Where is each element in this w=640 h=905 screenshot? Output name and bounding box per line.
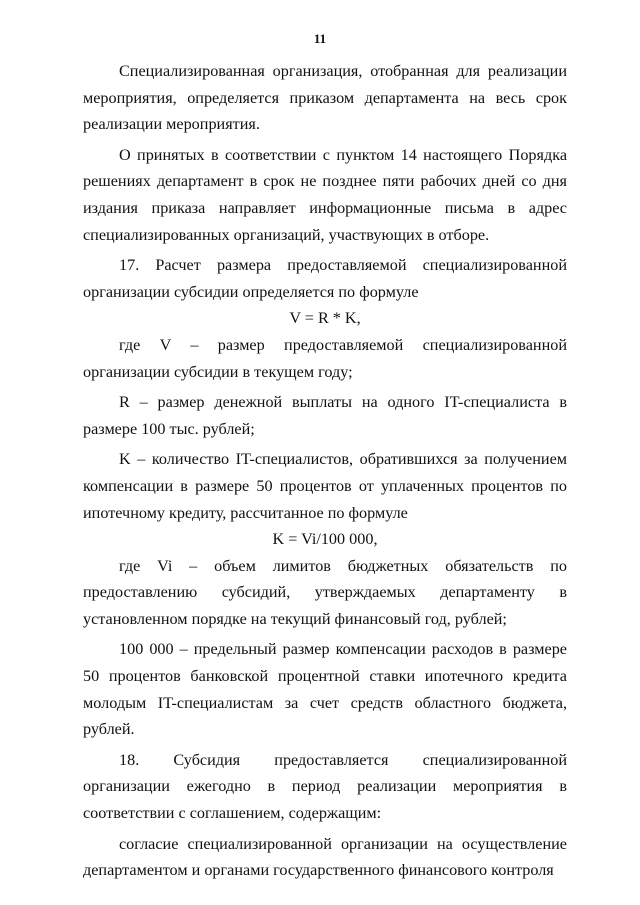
- paragraph-definition-100000: 100 000 – предельный размер компенсации расходов в размере 50 процентов банковской процентной ставки ипотечного кредита молодым IT-специалистам за счет средств областного бюджета, рублей.: [83, 640, 567, 739]
- paragraph-definition-vi: где Vi – объем лимитов бюджетных обязательств по предоставлению субсидий, утверждаемых департаменту в установленном порядке на текущий финансовый год, рублей;: [83, 556, 567, 628]
- paragraph-definition-r: R – размер денежной выплаты на одного IT-специалиста в размере 100 тыс. рублей;: [83, 393, 567, 438]
- document-body: [83, 58, 567, 884]
- paragraph-specialized-organization: Специализированная организация, отобранная для реализации мероприятия, определяется приказом департамента на весь срок реализации мероприятия.: [83, 62, 567, 134]
- paragraph-18-subsidy-agreement: 18. Субсидия предоставляется специализированной организации ежегодно в период реализации мероприятия в соответствии с соглашением, содержащим:: [83, 750, 567, 823]
- formula-k: K = Vi/100 000,: [272, 530, 378, 549]
- paragraph-17-subsidy-calculation: 17. Расчет размера предоставляемой специализированной организации субсидии определяется по формуле: [83, 256, 567, 301]
- paragraph-definition-k: K – количество IT-специалистов, обратившихся за получением компенсации в размере 50 процентов от уплаченных процентов по ипотечному кредиту, рассчитанное по формуле: [83, 450, 567, 522]
- page-number: 11: [313, 31, 327, 46]
- paragraph-definition-v: где V – размер предоставляемой специализированной организации субсидии в текущем году;: [83, 335, 567, 381]
- formula-subsidy: V = R * K,: [289, 309, 361, 328]
- paragraph-decisions-notification: О принятых в соответствии с пунктом 14 настоящего Порядка решениях департамент в срок не позднее пяти рабочих дней со дня издания приказа направляет информационные письма в адрес специализированных организаций, участвующих в отборе.: [83, 145, 567, 244]
- paragraph-consent-control: согласие специализированной организации на осуществление департаментом и органами государственного финансового контроля: [83, 834, 567, 880]
